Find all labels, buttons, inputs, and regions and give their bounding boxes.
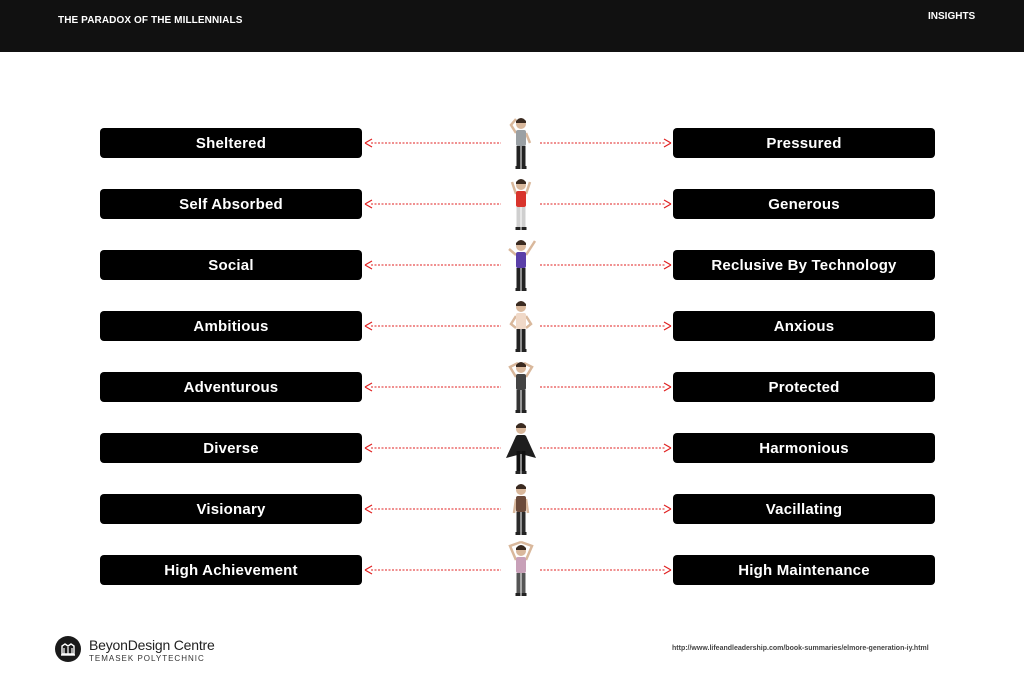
left-arrow-icon: [365, 447, 501, 449]
person-cape-icon: [506, 418, 536, 476]
right-trait-label: Protected: [673, 372, 935, 402]
source-url: http://www.lifeandleadership.com/book-summaries/elmore-generation-iy.html: [672, 645, 929, 652]
logo-name: BeyonDesign Centre: [89, 637, 215, 653]
section-label: INSIGHTS: [928, 11, 976, 22]
person-arms-over-head-icon: [506, 540, 536, 598]
right-arrow-icon: [540, 203, 671, 205]
paradox-row: [0, 489, 1024, 529]
right-trait-label: Vacillating: [673, 494, 935, 524]
left-trait-label: Sheltered: [100, 128, 362, 158]
paradox-row: [0, 428, 1024, 468]
right-arrow-icon: [540, 142, 671, 144]
person-hands-on-hips-icon: [506, 296, 536, 354]
left-arrow-icon: [365, 325, 501, 327]
right-arrow-icon: [540, 447, 671, 449]
paradox-row: [0, 245, 1024, 285]
person-dab-pose-icon: [506, 235, 536, 293]
right-trait-label: High Maintenance: [673, 555, 935, 585]
left-arrow-icon: [365, 508, 501, 510]
left-arrow-icon: [365, 264, 501, 266]
right-trait-label: Anxious: [673, 311, 935, 341]
temasek-crest-icon: [55, 636, 81, 662]
footer-logo: [55, 636, 255, 666]
left-trait-label: Ambitious: [100, 311, 362, 341]
page-title: THE PARADOX OF THE MILLENNIALS: [58, 15, 243, 26]
right-arrow-icon: [540, 508, 671, 510]
paradox-row: [0, 184, 1024, 224]
left-arrow-icon: [365, 386, 501, 388]
right-arrow-icon: [540, 569, 671, 571]
left-arrow-icon: [365, 569, 501, 571]
logo-subtitle: TEMASEK POLYTECHNIC: [89, 654, 205, 663]
left-arrow-icon: [365, 142, 501, 144]
person-hand-on-head-icon: [506, 113, 536, 171]
left-arrow-icon: [365, 203, 501, 205]
paradox-row: [0, 550, 1024, 590]
paradox-row: [0, 123, 1024, 163]
person-hands-behind-head-icon: [506, 357, 536, 415]
right-trait-label: Reclusive By Technology: [673, 250, 935, 280]
left-trait-label: Diverse: [100, 433, 362, 463]
right-trait-label: Generous: [673, 189, 935, 219]
left-trait-label: Adventurous: [100, 372, 362, 402]
right-arrow-icon: [540, 264, 671, 266]
right-arrow-icon: [540, 386, 671, 388]
paradox-row: [0, 306, 1024, 346]
left-trait-label: Self Absorbed: [100, 189, 362, 219]
left-trait-label: High Achievement: [100, 555, 362, 585]
person-arms-raised-icon: [506, 174, 536, 232]
right-arrow-icon: [540, 325, 671, 327]
left-trait-label: Visionary: [100, 494, 362, 524]
left-trait-label: Social: [100, 250, 362, 280]
person-standing-icon: [506, 479, 536, 537]
right-trait-label: Pressured: [673, 128, 935, 158]
paradox-row: [0, 367, 1024, 407]
right-trait-label: Harmonious: [673, 433, 935, 463]
